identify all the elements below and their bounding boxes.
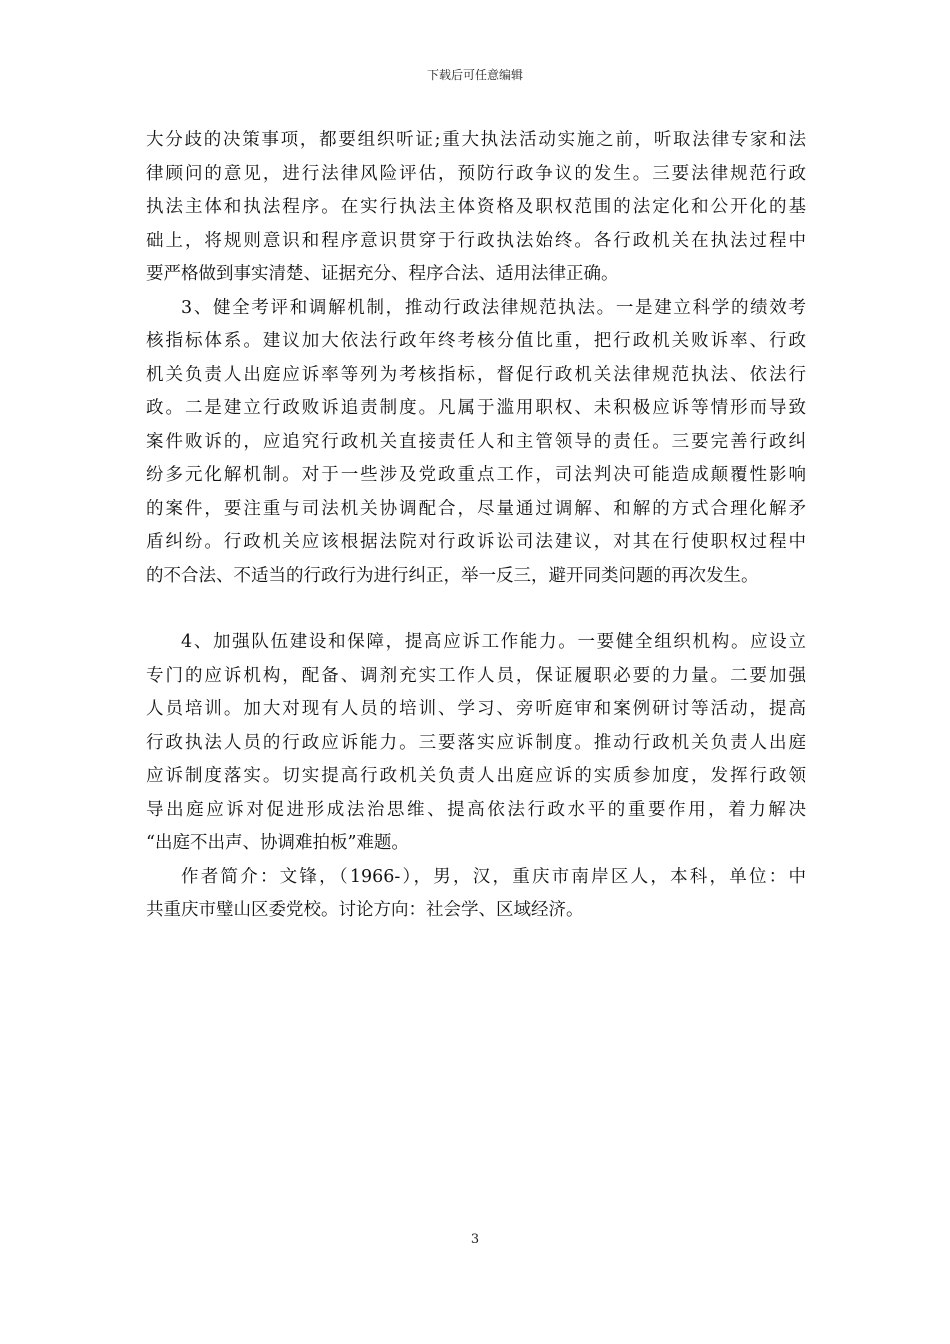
text-line: 的案件，要注重与司法机关协调配合，尽量通过调解、和解的方式合理化解矛	[146, 498, 806, 519]
text-line: 行政执法人员的行政应诉能力。三要落实应诉制度。推动行政机关负责人出庭	[146, 732, 806, 753]
text-line: 导出庭应诉对促进形成法治思维、提高依法行政水平的重要作用，着力解决	[146, 799, 806, 820]
author-bio	[146, 861, 806, 928]
text-line: 专门的应诉机构，配备、调剂充实工作人员，保证履职必要的力量。二要加强	[146, 665, 806, 686]
text-line: 大分歧的决策事项，都要组织听证;重大执法活动实施之前，听取法律专家和法	[146, 130, 806, 150]
text-line: 础上，将规则意识和程序意识贯穿于行政执法始终。各行政机关在执法过程中	[146, 230, 806, 251]
text-line: 案件败诉的，应追究行政机关直接责任人和主管领导的责任。三要完善行政纠	[146, 431, 806, 452]
paragraph-spacer	[146, 593, 806, 626]
paragraph-3	[146, 626, 806, 861]
text-line: 共重庆市璧山区委党校。讨论方向：社会学、区域经济。	[146, 900, 584, 920]
text-line: 政。二是建立行政败诉追责制度。凡属于滥用职权、未积极应诉等情形而导致	[146, 398, 806, 418]
text-line: 盾纠纷。行政机关应该根据法院对行政诉讼司法建议，对其在行使职权过程中	[146, 532, 806, 552]
text-line: 核指标体系。建议加大依法行政年终考核分值比重，把行政机关败诉率、行政	[146, 331, 806, 351]
document-body	[146, 124, 806, 928]
text-line: 的不合法、不适当的行政行为进行纠正，举一反三，避开同类问题的再次发生。	[146, 565, 759, 586]
text-line: 3、健全考评和调解机制，推动行政法律规范执法。一是建立科学的绩效考	[181, 297, 806, 318]
text-line: 机关负责人出庭应诉率等列为考核指标，督促行政机关法律规范执法、依法行	[146, 364, 806, 385]
paragraph-2	[146, 292, 806, 594]
text-line: 要严格做到事实清楚、证据充分、程序合法、适用法律正确。	[146, 264, 619, 284]
text-line: 4、加强队伍建设和保障，提高应诉工作能力。一要健全组织机构。应设立	[181, 632, 806, 652]
text-line: 执法主体和执法程序。在实行执法主体资格及职权范围的法定化和公开化的基	[146, 197, 806, 217]
text-line: 人员培训。加大对现有人员的培训、学习、旁听庭审和案例研讨等活动，提高	[146, 699, 806, 719]
text-line: “出庭不出声、协调难拍板”难题。	[146, 833, 409, 853]
text-line: 应诉制度落实。切实提高行政机关负责人出庭应诉的实质参加度，发挥行政领	[146, 766, 806, 786]
page-number: 3	[470, 1232, 480, 1247]
text-line: 作者简介：文锋，（1966-），男，汉，重庆市南岸区人，本科，单位：中	[181, 866, 806, 887]
text-line: 纷多元化解机制。对于一些涉及党政重点工作，司法判决可能造成颠覆性影响	[146, 465, 806, 485]
page-header: 下载后可任意编辑	[426, 68, 523, 82]
paragraph-1	[146, 124, 806, 292]
text-line: 律顾问的意见，进行法律风险评估，预防行政争议的发生。三要法律规范行政	[146, 163, 806, 184]
